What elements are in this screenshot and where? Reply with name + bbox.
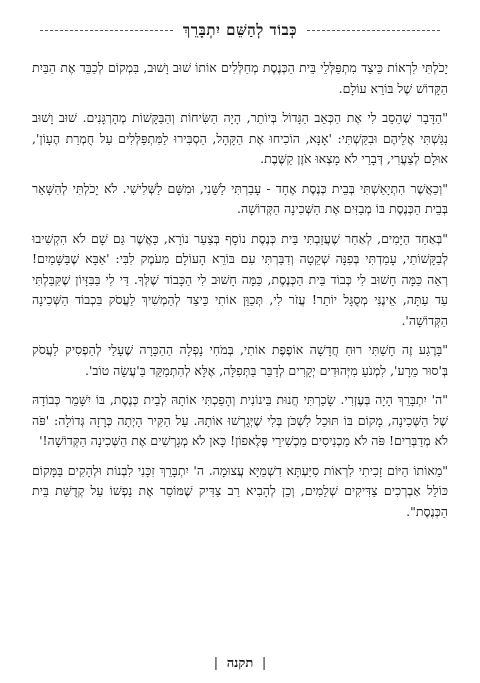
paragraph: "וְכַאֲשֶׁר הִתְיָאַשְׁתִּי בְּבֵית כְּנֶסֶת אֶחָד - עָבַרְתִּי לַשֵּׁנִי, וּמִשָּׁם לַשְּׁלִישִׁי. לֹא יָכֹלְתִּי לְהִשָּׁאֵר בְּבֵית הַכְּנֶסֶת בּוֹ מְבַזִּים אֶת הַשְּׁכִינָה הַקְּדוֹשָׁה. [32, 180, 448, 216]
footer-label: תקנה [226, 656, 254, 671]
section-header [40, 18, 440, 42]
paragraph: "ה' יִתְבָּרֵךְ הָיָה בְּעֶזְרִי. שָׂכַרְתִּי חֲנוּת בֵּינוֹנִית וְהָפַכְתִּי אוֹתָהּ לְבֵית כְּנֶסֶת, בּוֹ יִשָּׁמֵר כְּבוֹדָהּ שֶׁל הַשְּׁכִינָה, מָקוֹם בּוֹ תּוּכַל לִשְׁכֹּן בְּלִי שֶׁיְּגָרְשׁוּ אוֹתָהּ. עַל הַקִּיר הָיְתָה כְּרָזָה גְּדוֹלָה: 'פֹּה לֹא מְדַבְּרִים! פֹּה לֹא מַכְנִיסִים מַכְשִׁירֵי פֶּלֶאפוֹן! כָּאן לֹא מְגָרְשִׁים אֶת הַשְּׁכִינָה הַקְּדוֹשָׁה!' [32, 392, 448, 448]
header-rule-right [307, 30, 440, 31]
page-footer [0, 655, 480, 671]
header-rule-left [40, 30, 173, 31]
article-body [32, 58, 448, 531]
paragraph: יָכֹלְתִּי לִרְאוֹת כֵּיצַד מִתְפַּלְּלֵי בֵּית הַכְּנֶסֶת מְחַלְּלִים אוֹתוֹ שׁוּב וָשׁוּב, בִּמְקוֹם לְכַבֵּד אֶת הַבַּיִת הַקָּדוֹשׁ שֶׁל בּוֹרֵא עוֹלָם. [32, 60, 448, 96]
paragraph: "בְּאַחַד הַיָּמִים, לְאַחַר שֶׁעֲזַבְתִּי בֵּית כְּנֶסֶת נוֹסָף בְּצַעַר נוֹרָא, כַּאֲשֶׁר גַּם שָׁם לֹא הִקְשִׁיבוּ לְבַקָּשׁוֹתַי, עָמַדְתִּי בְּפִנָּה שְׁקֵטָה וְדִבַּרְתִּי עִם בּוֹרֵא הָעוֹלָם מִעֹמֶק לִבִּי: 'אַבָּא שֶׁבַּשָּׁמַיִם! רְאֵה כַּמָּה חָשׁוּב לִי כְּבוֹד בֵּית הַכְּנֶסֶת, כַּמָּה חָשׁוּב לִי הַכָּבוֹד שֶׁלְּךָ. דַּי לִי בַּבִּזָּיוֹן שֶׁקִּבַּלְתִּי עַד עַתָּה, אֵינֶנִּי מְסֻגָּל יוֹתֵר! עֲזֹר לִי, תְּכַוֵּן אוֹתִי כֵּיצַד לְהַמְשִׁיךְ לַעֲסֹק בִּכְבוֹד הַשְּׁכִינָה הַקְּדוֹשָׁה'. [32, 230, 448, 328]
footer-bar-left: | [213, 656, 219, 671]
paragraph: "מֵאוֹתוֹ הַיּוֹם זָכִיתִי לִרְאוֹת סִיַּעְתָּא דִשְׁמַיָּא עֲצוּמָה. ה' יִתְבָּרֵךְ זִכָּנִי לִבְנוֹת וּלְהָקִים בַּמָּקוֹם כּוֹלֵל אַבְרְכִים צַדִּיקִים שְׁלֵמִים, וְכֵן לְהָבִיא רַב צַדִּיק שֶׁמּוֹסֵר אֶת נַפְשׁוֹ עַל קְדֻשַּׁת בֵּית הַכְּנֶסֶת". [32, 462, 448, 519]
paragraph: "הַדָּבָר שֶׁהֵסֵב לִי אֶת הַכְּאֵב הַגָּדוֹל בְּיוֹתֵר, הָיָה הַשִּׂיחוֹת וְהַבַּקָּשׁוֹת מְהָרְגָּנִים. שׁוּב וָשׁוּב נִגַּשְׁתִּי אֲלֵיהֶם וּבִקַּשְׁתִּי: 'אָנָּא, הוֹכִיחוּ אֶת הַקָּהָל, הַסְבִּירוּ לַמִּתְפַּלְּלִים עַל חֻמְרַת הֶעָוֹן', אוּלָם לְצַעֲרִי, דְּבָרַי לֹא מָצְאוּ אֹזֶן קַשֶּׁבֶת. [32, 110, 448, 166]
section-title: כְּבוֹד לְהַשֵּׁם יִתְבָּרֵךְ [182, 20, 298, 39]
footer-bar-right: | [261, 656, 267, 671]
paragraph: "בָּרֶגַע זֶה חָשַׁתִּי רוּחַ חֲדָשָׁה אוֹפֶפֶת אוֹתִי, בְּמֹחִי נָפְלָה הַהַכָּרָה שֶׁעָלַי לְהַפְסִיק לַעֲסֹק בְּ'סוּר מֵרָע', לִמְנֹעַ מִיְּהוּדִים יְקָרִים לְדַבֵּר בַּתְּפִלָּה, אֶלָּא לְהִתְמַקֵּד בַּ'עֲשֵׂה טוֹב'. [32, 342, 448, 378]
